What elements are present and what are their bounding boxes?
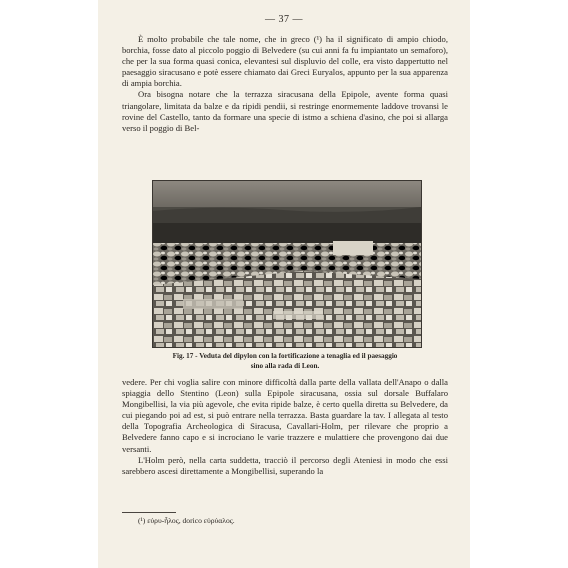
footnote: (¹) εὐρυ-ἧλος, dorico εὐρύαλος.: [138, 516, 235, 525]
bottom-text-column: [122, 377, 448, 477]
book-page: [98, 0, 470, 568]
footnote-rule: [122, 512, 176, 513]
paragraph: vedere. Per chi voglia salire con minore difficoltà dalla parte della vallata dell'Anapo o dalla spiaggia dello Stentino (Leon) sulla Epipole siracusana, ossia sul dorsale Buffalaro Mongibellisi, la via più agevole, che evita ripide balze, è certo quella diretta su Belvedere, da cui piegando poi ad est, si può entrare nella terrazza. Basta guardare la tav. I allegata al testo della Topografia Archeologica di Siracusa, Cavallari-Holm, per rilevare che proprio a Belvedere fanno capo e si incrociano le varie trazzere e mulattiere che provengono dai due versanti.: [122, 377, 448, 454]
page-number: — 37 —: [265, 14, 303, 25]
figure-caption: [122, 352, 448, 371]
caption-line: Fig. 17 - Veduta del dipylon con la fortificazione a tenaglia ed il paesaggio: [172, 352, 398, 360]
paragraph: L'Holm però, nella carta suddetta, tracciò il percorso degli Ateniesi in modo che essi sarebbero ascesi direttamente a Mongibellisi, superando la: [122, 454, 448, 476]
paragraph: Ora bisogna notare che la terrazza siracusana della Epipole, avente forma quasi triangolare, limitata da balze e da ripidi pendii, si restringe enormemente laddove trovansi le rovine del Castello, tanto da formare una specie di istmo a schiena d'asino, che poi si allarga verso il poggio di Bel-: [122, 89, 448, 133]
ruins-landscape-image: [153, 181, 421, 347]
caption-line: sino alla rada di Leon.: [250, 361, 320, 370]
top-text-column: [122, 34, 448, 134]
figure-photo: [152, 180, 422, 348]
paragraph: È molto probabile che tale nome, che in greco (¹) ha il significato di ampio chiodo, borchia, fosse dato al piccolo poggio di Belvedere (su cui anni fa fu impiantato un semaforo), che per la sua forma quasi conica, elevantesi sul displuvio del colle, era visto dappertutto nel paesaggio siracusano e potè essere chiamato dai Greci Euryalos, appunto per la sua apparenza di ampia borchia.: [122, 34, 448, 89]
